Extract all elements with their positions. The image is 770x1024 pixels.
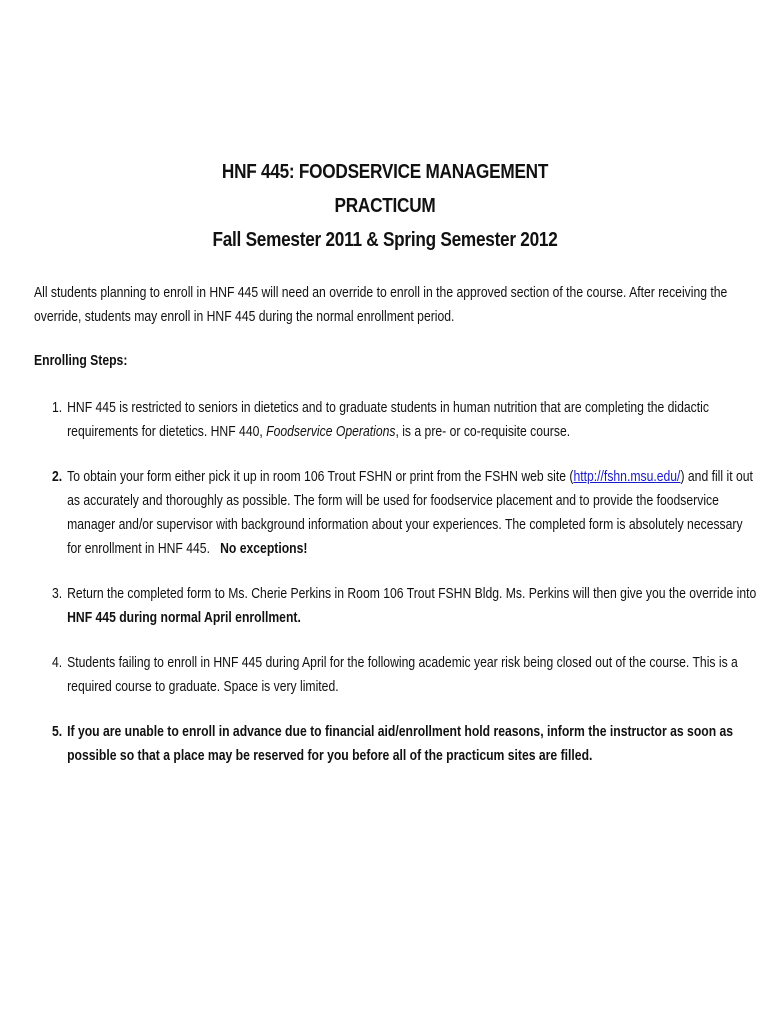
- step-2-line-4: [67, 537, 770, 561]
- step-2-line-3: manager and/or supervisor with background information about your experiences. The completed form is absolutely necessary: [67, 517, 743, 533]
- step-5-line-2: possible so that a place may be reserved for you before all of the practicum sites are filled.: [67, 748, 593, 764]
- step-1-line-1: HNF 445 is restricted to seniors in dietetics and to graduate students in human nutrition that are completing the didactic: [67, 400, 709, 416]
- step-2-line-1: [67, 465, 770, 489]
- intro-paragraph: [34, 281, 740, 329]
- step-2-number: 2.: [52, 469, 63, 485]
- step-4-line-1: Students failing to enroll in HNF 445 during April for the following academic year risk being closed out of the course. This is a: [67, 655, 738, 671]
- step-3-number: 3.: [52, 586, 63, 602]
- step-4-line-2: required course to graduate. Space is very limited.: [67, 679, 339, 695]
- title-line-practicum: PRACTICUM: [334, 195, 436, 217]
- step-1-line-2: [67, 420, 770, 444]
- step-2-text-c: for enrollment in HNF 445.: [67, 541, 221, 557]
- fshn-website-link[interactable]: http://fshn.msu.edu/: [573, 469, 681, 485]
- step-4-number: 4.: [52, 655, 63, 671]
- step-2-line-2: as accurately and thoroughly as possible. The form will be used for foodservice placement and to provide the foodservice: [67, 493, 719, 509]
- step-1-number: 1.: [52, 400, 63, 416]
- intro-line-1: All students planning to enroll in HNF 445 will need an override to enroll in the approved section of the course. After receiving the: [34, 285, 728, 301]
- step-1-text-b: , is a pre- or co-requisite course.: [395, 424, 571, 440]
- title-line-course: HNF 445: FOODSERVICE MANAGEMENT: [221, 161, 549, 183]
- enrolling-steps-heading: Enrolling Steps:: [34, 353, 128, 369]
- step-2-text-b: ) and fill it out: [680, 469, 753, 485]
- title-line-semester: Fall Semester 2011 & Spring Semester 2012: [212, 229, 558, 251]
- step-3-line-1: Return the completed form to Ms. Cherie Perkins in Room 106 Trout FSHN Bldg. Ms. Perkins will then give you the override into: [67, 586, 757, 602]
- foodservice-operations-title: Foodservice Operations: [266, 424, 396, 440]
- step-2-text-a: To obtain your form either pick it up in room 106 Trout FSHN or print from the FSHN web site (: [67, 469, 574, 485]
- intro-line-2: override, students may enroll in HNF 445 during the normal enrollment period.: [34, 309, 455, 325]
- step-1-text-a: requirements for dietetics. HNF 440,: [67, 424, 267, 440]
- no-exceptions-text: No exceptions!: [220, 541, 308, 557]
- step-5-line-1: If you are unable to enroll in advance due to financial aid/enrollment hold reasons, inform the instructor as soon as: [67, 724, 734, 740]
- step-3-line-2: HNF 445 during normal April enrollment.: [67, 610, 301, 626]
- step-5-number: 5.: [52, 724, 63, 740]
- document-title: [54, 155, 716, 257]
